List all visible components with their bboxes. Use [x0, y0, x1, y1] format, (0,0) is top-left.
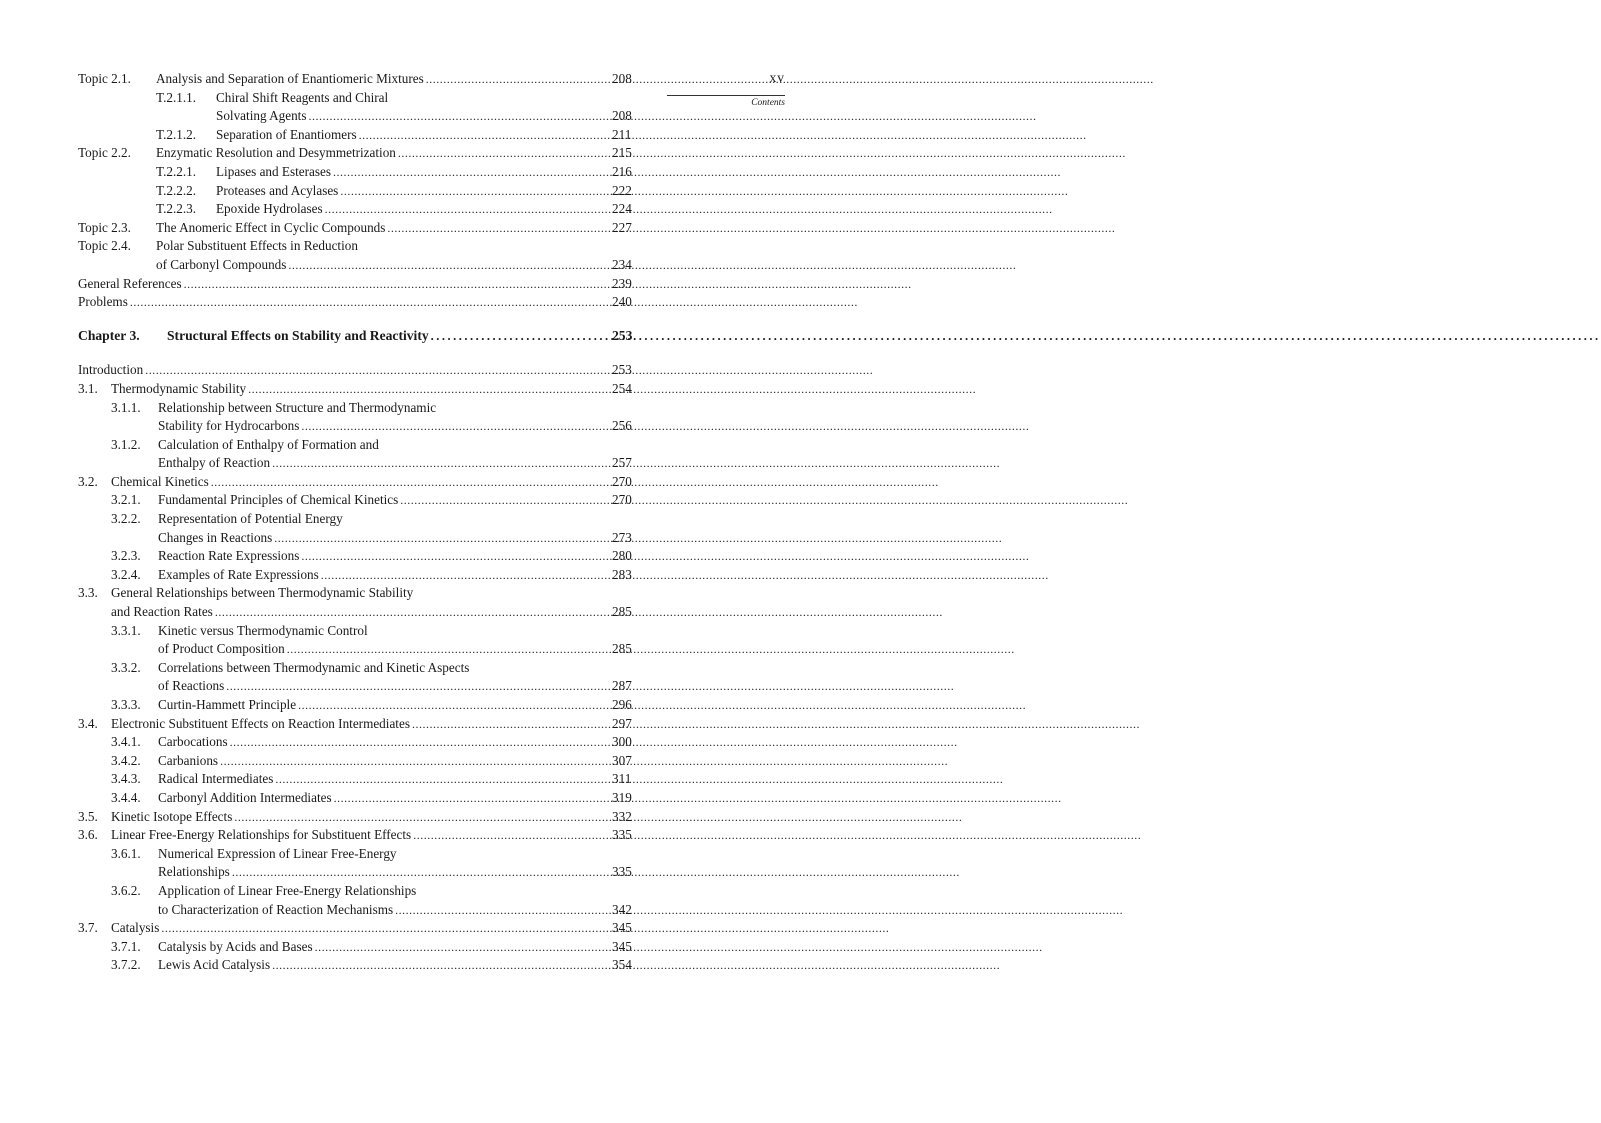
toc-entry[interactable] [78, 789, 638, 808]
toc-entry[interactable] [78, 107, 638, 126]
toc-entry[interactable] [78, 584, 638, 603]
entry-number: 3.7. [78, 920, 98, 936]
entry-number: 3.2.2. [111, 511, 141, 527]
toc-entry[interactable] [78, 454, 638, 473]
leader-dots [161, 919, 572, 938]
entry-title: Representation of Potential Energy [158, 511, 343, 527]
entry-number: 3.7.1. [111, 938, 141, 954]
entry-number: 3.3. [78, 585, 98, 601]
leader-dots [130, 293, 572, 312]
entry-number: T.2.2.3. [156, 201, 197, 217]
entry-number: 3.4.1. [111, 734, 141, 750]
leader-dots [298, 696, 572, 715]
chapter-number: Chapter 3. [78, 327, 140, 343]
entry-page: 253 [612, 362, 632, 378]
entry-number: 3.2.1. [111, 492, 141, 508]
entry-number: 3.3.2. [111, 659, 141, 675]
leader-dots [215, 603, 572, 622]
toc-entry[interactable] [78, 417, 638, 436]
entry-title: Correlations between Thermodynamic and Kinetic Aspects [158, 659, 470, 675]
entry-title: of Carbonyl Compounds [156, 256, 287, 272]
entry-page: 285 [612, 641, 632, 657]
entry-title: Thermodynamic Stability [111, 380, 247, 396]
entry-title: Electronic Substituent Effects on Reaction Intermediates [111, 715, 410, 731]
toc-entry[interactable] [78, 603, 638, 622]
entry-title: Radical Intermediates [158, 771, 274, 787]
toc-entry[interactable] [78, 770, 638, 789]
toc-entry[interactable] [78, 529, 638, 548]
entry-number: Topic 2.1. [78, 71, 131, 86]
entry-number: Topic 2.2. [78, 145, 131, 161]
toc-entry[interactable] [78, 293, 638, 312]
running-title: Contents [751, 98, 785, 108]
entry-title: General References [78, 275, 182, 291]
entry-page: 227 [612, 219, 632, 235]
entry-title: Examples of Rate Expressions [158, 566, 319, 582]
entry-number: T.2.2.1. [156, 163, 197, 179]
leader-dots [220, 752, 572, 771]
header-rule [667, 95, 785, 96]
entry-number: 3.4.4. [111, 789, 141, 805]
toc-entry[interactable] [78, 752, 638, 771]
entry-number: 3.4. [78, 715, 98, 731]
entry-page: 211 [612, 126, 632, 142]
toc-section-chapter-3 [78, 361, 638, 975]
entry-title: Carbocations [158, 734, 228, 750]
entry-page: 300 [612, 734, 632, 750]
entry-title: Enzymatic Resolution and Desymmetrization [156, 145, 396, 161]
entry-number: 3.6.2. [111, 882, 141, 898]
entry-page: 345 [612, 920, 632, 936]
toc-entry[interactable] [78, 696, 638, 715]
entry-title: Lewis Acid Catalysis [158, 957, 271, 973]
leader-dots [325, 200, 572, 219]
entry-page: 354 [612, 957, 632, 973]
entry-number: T.2.1.1. [156, 89, 197, 105]
chapter-heading[interactable] [78, 327, 638, 346]
entry-title: Relationship between Structure and Thermodynamic [158, 399, 437, 415]
toc-entry[interactable] [78, 473, 638, 492]
entry-title: Proteases and Acylases [216, 182, 339, 198]
entry-page: 215 [612, 145, 632, 161]
entry-title: Numerical Expression of Linear Free-Energy [158, 845, 397, 861]
entry-title: Separation of Enantiomers [216, 126, 357, 142]
entry-number: 3.6.1. [111, 845, 141, 861]
toc-entry[interactable] [78, 640, 638, 659]
toc-entry[interactable] [78, 126, 638, 145]
toc-entry[interactable] [78, 163, 638, 182]
leader-dots [400, 491, 572, 510]
leader-dots [211, 473, 572, 492]
leader-dots [359, 126, 572, 145]
leader-dots [232, 863, 572, 882]
leader-dots [431, 327, 636, 346]
entry-title: Reaction Rate Expressions [158, 548, 300, 564]
entry-page: 234 [612, 256, 632, 272]
entry-page: 273 [612, 529, 632, 545]
entry-number: 3.1.1. [111, 399, 141, 415]
toc-entry[interactable] [78, 510, 638, 529]
entry-title: Carbanions [158, 752, 219, 768]
entry-title: Changes in Reactions [158, 529, 273, 545]
leader-dots [274, 529, 572, 548]
toc-entry[interactable] [78, 182, 638, 201]
toc-entry[interactable] [78, 808, 638, 827]
entry-page: 307 [612, 752, 632, 768]
entry-title: Kinetic versus Thermodynamic Control [158, 622, 368, 638]
toc-entry[interactable] [78, 547, 638, 566]
entry-page: 208 [612, 108, 632, 124]
leader-dots [315, 938, 572, 957]
leader-dots [398, 144, 572, 163]
leader-dots [387, 219, 572, 238]
entry-page: 254 [612, 380, 632, 396]
leader-dots [395, 901, 572, 920]
entry-page: 256 [612, 418, 632, 434]
leader-dots [226, 677, 572, 696]
toc-entry[interactable] [78, 863, 638, 882]
entry-page: 342 [612, 901, 632, 917]
leader-dots [412, 715, 572, 734]
page-number: xv [769, 70, 785, 85]
entry-title: Linear Free-Energy Relationships for Substituent Effects [111, 827, 412, 843]
leader-dots [426, 70, 572, 89]
toc-entry[interactable] [78, 566, 638, 585]
entry-page: 216 [612, 163, 632, 179]
entry-title: Catalysis by Acids and Bases [158, 938, 313, 954]
toc-entry[interactable] [78, 677, 638, 696]
leader-dots [321, 566, 572, 585]
chapter-title: Structural Effects on Stability and Reactivity [167, 327, 429, 343]
toc-entry[interactable] [78, 715, 638, 734]
entry-page: 319 [612, 789, 632, 805]
toc-entry[interactable] [78, 919, 638, 938]
leader-dots [301, 547, 572, 566]
entry-page: 239 [612, 275, 632, 291]
leader-dots [272, 454, 572, 473]
toc-entry[interactable] [78, 491, 638, 510]
toc-entry[interactable] [78, 200, 638, 219]
entry-page: 335 [612, 864, 632, 880]
entry-title: Fundamental Principles of Chemical Kinetics [158, 492, 399, 508]
entry-title: Relationships [158, 864, 230, 880]
entry-page: 222 [612, 182, 632, 198]
leader-dots [287, 640, 572, 659]
entry-page: 270 [612, 492, 632, 508]
entry-title: Analysis and Separation of Enantiomeric Mixtures [156, 71, 424, 86]
entry-title: Application of Linear Free-Energy Relationships [158, 882, 417, 898]
entry-title: Problems [78, 294, 128, 310]
toc-entry[interactable] [78, 436, 638, 455]
toc-entry[interactable] [78, 256, 638, 275]
entry-page: 270 [612, 473, 632, 489]
toc-entry[interactable] [78, 144, 638, 163]
entry-page: 332 [612, 808, 632, 824]
entry-number: 3.4.3. [111, 771, 141, 787]
toc-entry[interactable] [78, 733, 638, 752]
entry-page: 297 [612, 715, 632, 731]
entry-number: 3.7.2. [111, 957, 141, 973]
entry-number: 3.5. [78, 808, 98, 824]
entry-number: 3.6. [78, 827, 98, 843]
entry-page: 335 [612, 827, 632, 843]
entry-title: of Product Composition [158, 641, 285, 657]
toc-section-chapter-2-topics [78, 70, 638, 312]
toc-entry[interactable] [78, 70, 638, 89]
toc-entry[interactable] [78, 399, 638, 418]
entry-title: to Characterization of Reaction Mechanisms [158, 901, 394, 917]
entry-title: Stability for Hydrocarbons [158, 418, 300, 434]
entry-number: T.2.2.2. [156, 182, 197, 198]
leader-dots [230, 733, 572, 752]
entry-title: Introduction [78, 362, 144, 378]
toc-entry[interactable] [78, 938, 638, 957]
entry-title: Calculation of Enthalpy of Formation and [158, 436, 379, 452]
entry-number: 3.3.3. [111, 697, 141, 712]
entry-title: General Relationships between Thermodynamic Stability [111, 585, 414, 601]
entry-title: Catalysis [111, 920, 160, 936]
entry-title: The Anomeric Effect in Cyclic Compounds [156, 219, 386, 235]
entry-page: 240 [612, 294, 632, 310]
entry-page: 257 [612, 455, 632, 471]
entry-number: 3.2.3. [111, 548, 141, 564]
leader-dots [301, 417, 572, 436]
leader-dots [184, 275, 572, 294]
leader-dots [333, 163, 572, 182]
toc-entry[interactable] [78, 380, 638, 399]
leader-dots [288, 256, 572, 275]
toc-entry[interactable] [78, 845, 638, 864]
chapter-page: 253 [612, 327, 633, 343]
toc-entry[interactable] [78, 901, 638, 920]
entry-number: 3.2. [78, 473, 98, 489]
entry-page: 280 [612, 548, 632, 564]
leader-dots [248, 380, 572, 399]
entry-number: 3.4.2. [111, 752, 141, 768]
entry-number: 3.2.4. [111, 566, 141, 582]
leader-dots [340, 182, 572, 201]
toc-entry[interactable] [78, 89, 638, 108]
leader-dots [275, 770, 572, 789]
entry-title: Enthalpy of Reaction [158, 455, 271, 471]
toc-entry[interactable] [78, 826, 638, 845]
entry-page: 283 [612, 566, 632, 582]
entry-page: 285 [612, 604, 632, 620]
entry-title: Chemical Kinetics [111, 473, 209, 489]
entry-title: Epoxide Hydrolases [216, 201, 323, 217]
entry-number: Topic 2.4. [78, 238, 131, 254]
leader-dots [145, 361, 572, 380]
toc-entry[interactable] [78, 622, 638, 641]
leader-dots [334, 789, 572, 808]
entry-title: Kinetic Isotope Effects [111, 808, 233, 824]
entry-title: Polar Substituent Effects in Reduction [156, 238, 358, 254]
entry-page: 208 [612, 71, 632, 86]
entry-title: Chiral Shift Reagents and Chiral [216, 89, 389, 105]
entry-title: Curtin-Hammett Principle [158, 697, 297, 712]
entry-page: 345 [612, 938, 632, 954]
entry-number: 3.1.2. [111, 436, 141, 452]
leader-dots [308, 107, 572, 126]
entry-number: 3.1. [78, 380, 98, 396]
leader-dots [272, 956, 572, 975]
leader-dots [413, 826, 572, 845]
entry-page: 287 [612, 678, 632, 694]
entry-page: 224 [612, 201, 632, 217]
toc-entry[interactable] [78, 219, 638, 238]
entry-page: 296 [612, 697, 632, 712]
entry-page: 311 [612, 771, 632, 787]
entry-title: Carbonyl Addition Intermediates [158, 789, 332, 805]
entry-title: Solvating Agents [216, 108, 307, 124]
entry-number: Topic 2.3. [78, 219, 131, 235]
entry-number: 3.3.1. [111, 622, 141, 638]
toc-entry[interactable] [78, 956, 638, 975]
entry-title: Lipases and Esterases [216, 163, 331, 179]
table-of-contents [78, 70, 638, 975]
toc-entry[interactable] [78, 882, 638, 901]
toc-entry[interactable] [78, 659, 638, 678]
toc-entry[interactable] [78, 275, 638, 294]
entry-number: T.2.1.2. [156, 126, 197, 142]
entry-title: and Reaction Rates [111, 604, 213, 620]
entry-title: of Reactions [158, 678, 225, 694]
toc-entry[interactable] [78, 361, 638, 380]
toc-entry[interactable] [78, 237, 638, 256]
leader-dots [234, 808, 572, 827]
